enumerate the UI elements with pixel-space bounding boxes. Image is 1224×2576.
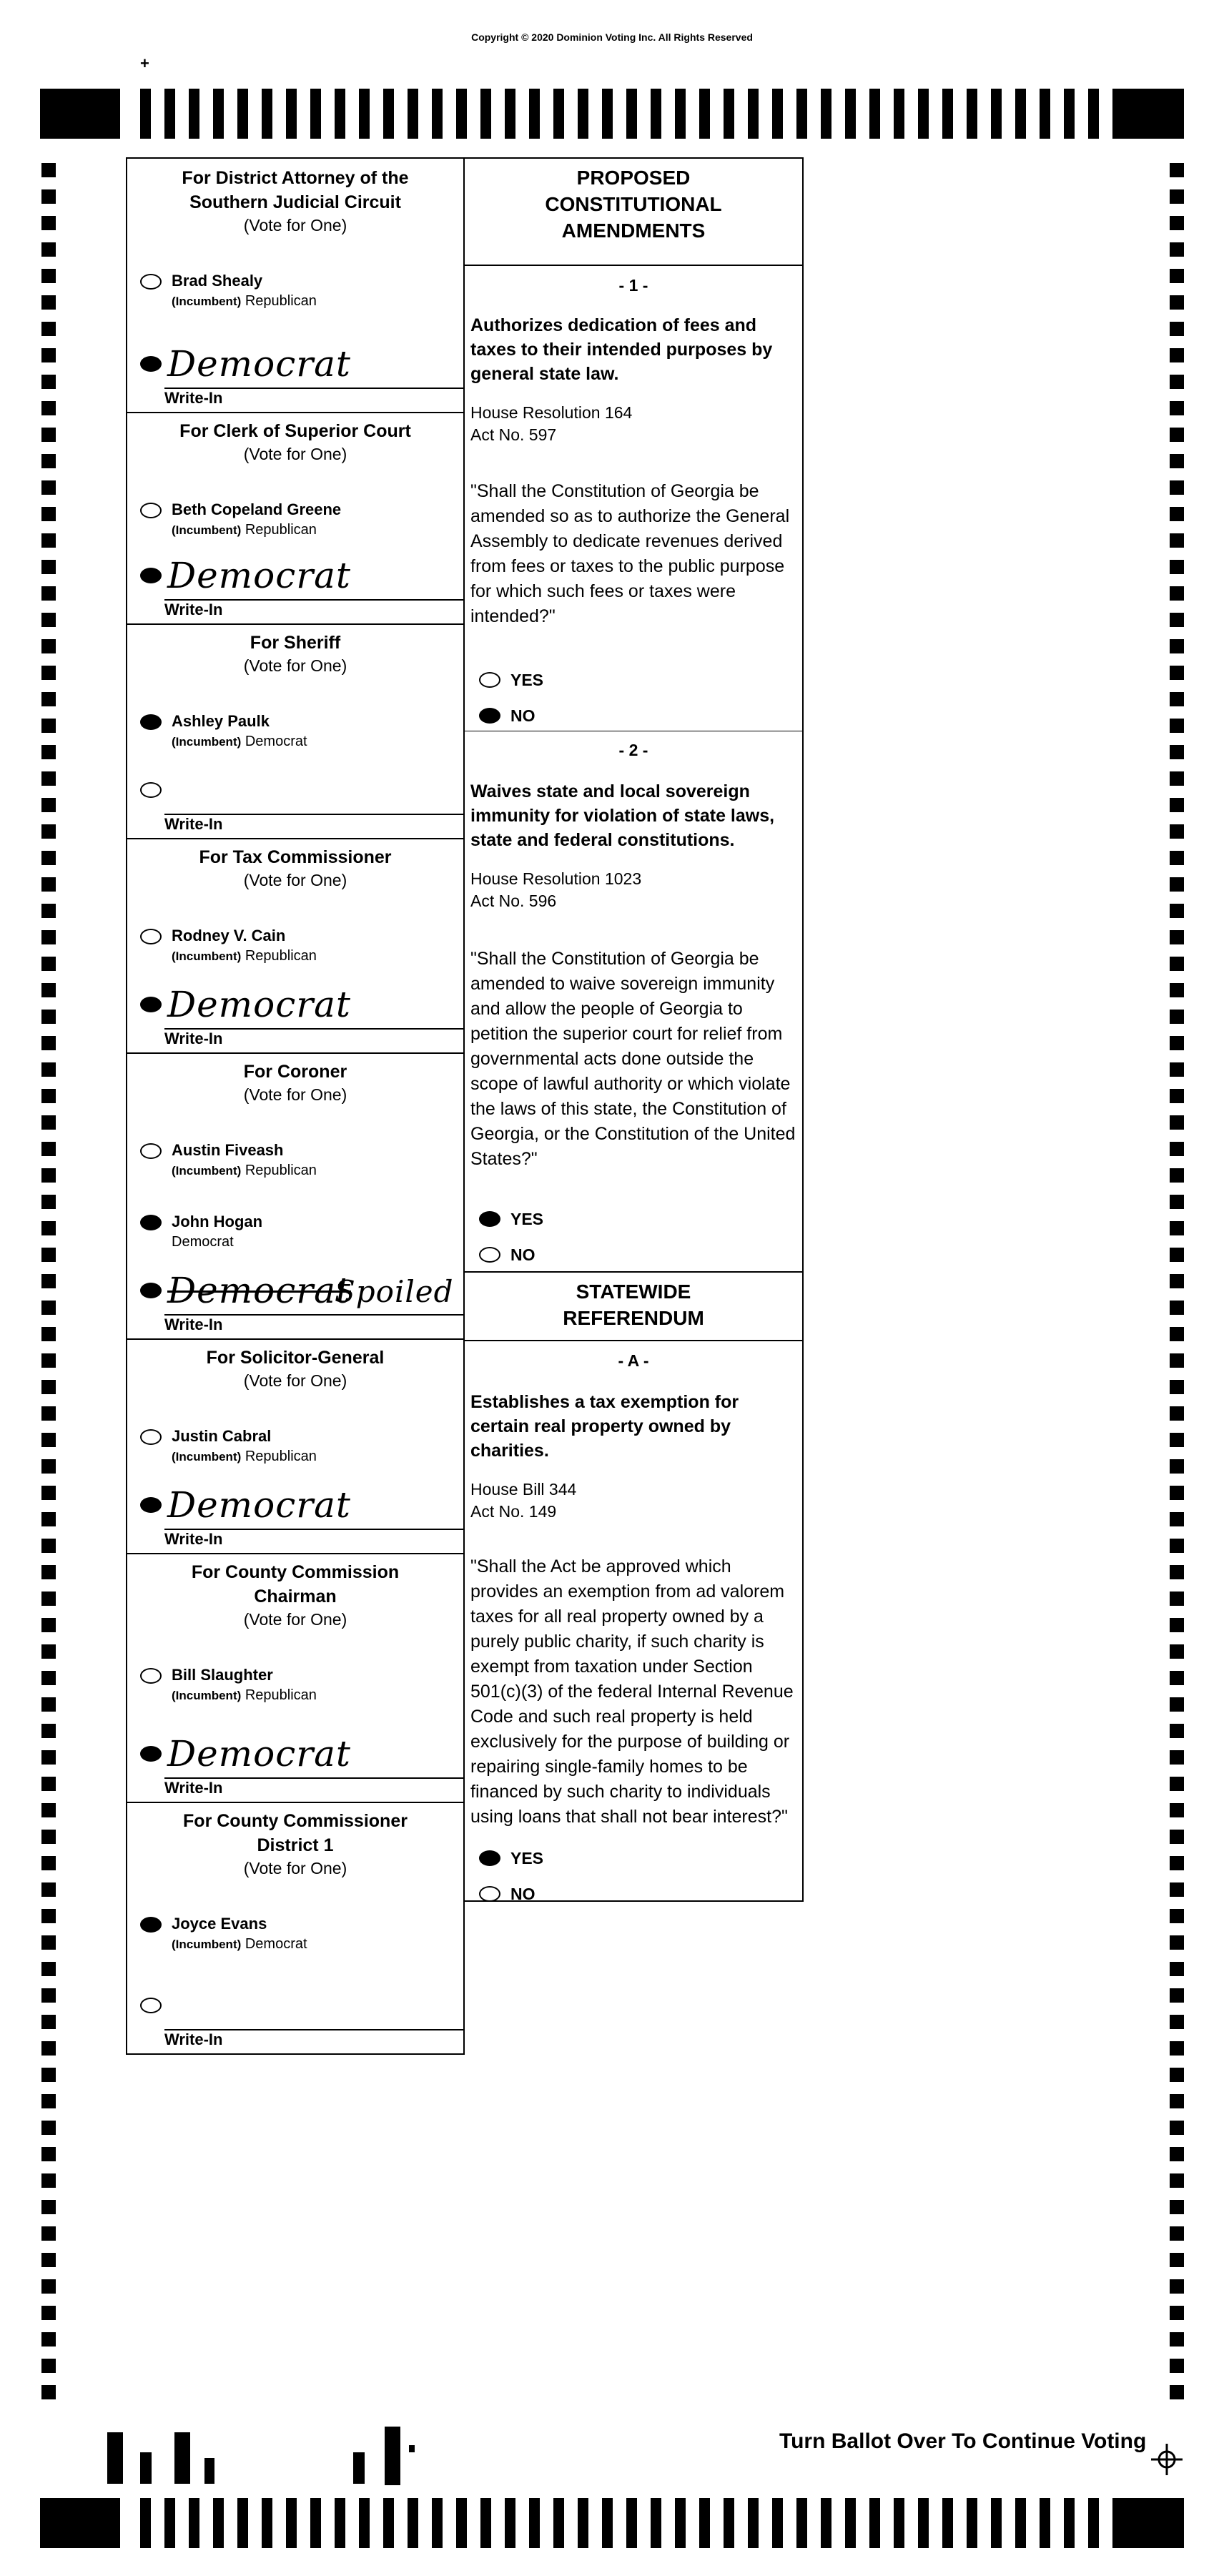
referendum-a-yes-label: YES xyxy=(510,1849,544,1867)
candidate-name: Beth Copeland Greene xyxy=(172,500,342,518)
candidate-name: Justin Cabral xyxy=(172,1427,272,1445)
amendment-2-no-oval[interactable] xyxy=(479,1247,500,1263)
referendum-a-yes-oval[interactable] xyxy=(479,1850,500,1866)
write-in-label: Write-In xyxy=(164,1779,223,1797)
vote-for-one: (Vote for One) xyxy=(243,1371,347,1390)
contest-title: For Solicitor-General xyxy=(206,1348,385,1368)
write-in-spoiled-note: Spoiled xyxy=(335,1274,454,1309)
contest-title: For District Attorney of the Southern Judicial Circuit xyxy=(182,168,409,212)
candidate-party: (Incumbent) Republican xyxy=(172,1687,317,1703)
write-in-oval[interactable] xyxy=(140,1283,162,1298)
write-in-handwriting: Democrat xyxy=(167,984,351,1025)
vote-for-one: (Vote for One) xyxy=(243,1859,347,1877)
amendment-2-no-label: NO xyxy=(510,1245,536,1264)
write-in-handwriting: Democrat xyxy=(167,555,351,596)
amendment-2-ref: House Resolution 1023 Act No. 596 xyxy=(470,869,642,910)
write-in-oval[interactable] xyxy=(140,1497,162,1513)
write-in-label: Write-In xyxy=(164,2030,223,2048)
contest-title: For Tax Commissioner xyxy=(199,847,392,867)
write-in-oval[interactable] xyxy=(140,782,162,798)
write-in-label: Write-In xyxy=(164,815,223,833)
candidate-party: (Incumbent) Republican xyxy=(172,293,317,309)
amendment-2-number: - 2 - xyxy=(618,741,648,759)
write-in-label: Write-In xyxy=(164,1316,223,1333)
write-in-handwriting: Democrat xyxy=(167,1270,351,1311)
amendment-1-no-oval[interactable] xyxy=(479,708,500,724)
amendment-1-yes-label: YES xyxy=(510,671,544,689)
write-in-handwriting: Democrat xyxy=(167,343,351,385)
amendment-1-yes-oval[interactable] xyxy=(479,672,500,688)
referendum-a-summary: Establishes a tax exemption for certain real property owned by charities. xyxy=(470,1392,739,1461)
amendment-2-question: "Shall the Constitution of Georgia be amended to waive sovereign immunity and allow the people of Georgia to petition the superior court for relief from governmental acts done outside the scope of lawful authority or which violate the laws of this state, the Constitution of Georgia, or the Constitution of the United States?" xyxy=(470,949,796,1169)
referendum-heading: STATEWIDE REFERENDUM xyxy=(563,1280,704,1329)
write-in-oval[interactable] xyxy=(140,1998,162,2013)
contest-title: For Clerk of Superior Court xyxy=(179,421,411,441)
crosshair-icon xyxy=(1151,2444,1183,2475)
candidate-oval[interactable] xyxy=(140,503,162,518)
referendum-a-no-oval[interactable] xyxy=(479,1886,500,1902)
copyright-notice: Copyright © 2020 Dominion Voting Inc. All Rights Reserved xyxy=(471,31,753,43)
candidate-name: Austin Fiveash xyxy=(172,1141,284,1159)
candidate-oval[interactable] xyxy=(140,274,162,290)
candidate-oval[interactable] xyxy=(140,714,162,730)
candidate-oval[interactable] xyxy=(140,1917,162,1933)
candidate-party: (Incumbent) Democrat xyxy=(172,1936,307,1952)
candidate-name: Brad Shealy xyxy=(172,272,263,290)
referendum-a-no-label: NO xyxy=(510,1885,536,1903)
top-timing-marks xyxy=(0,89,1224,139)
contest-title: For Sheriff xyxy=(250,633,341,653)
amendment-2-yes-oval[interactable] xyxy=(479,1211,500,1227)
registration-plus: + xyxy=(140,54,149,72)
bottom-timing-marks xyxy=(0,2498,1224,2548)
referendum-a-question: "Shall the Act be approved which provides an exemption from ad valorem taxes for all real property owned by a purely public charity, if such charity is exempt from taxation under Section 501(c)(3) of the federal Internal Revenue Code and such real property is held exclusively for the purpose of building or repairing single-family homes to be financed by such charity to individuals using loans that shall not bear interest?" xyxy=(470,1556,794,1827)
referendum-a-ref: House Bill 344 Act No. 149 xyxy=(470,1480,577,1521)
write-in-handwriting: Democrat xyxy=(167,1484,351,1526)
write-in-oval[interactable] xyxy=(140,997,162,1012)
amendment-1-number: - 1 - xyxy=(618,276,648,295)
candidate-name: Joyce Evans xyxy=(172,1915,267,1933)
candidate-party: Democrat xyxy=(172,1234,234,1250)
contest-column-left xyxy=(126,157,465,2055)
amendment-1-ref: House Resolution 164 Act No. 597 xyxy=(470,403,633,444)
write-in-oval[interactable] xyxy=(140,356,162,372)
candidate-party: (Incumbent) Republican xyxy=(172,1449,317,1464)
candidate-party: (Incumbent) Democrat xyxy=(172,734,307,749)
write-in-label: Write-In xyxy=(164,601,223,618)
candidate-party: (Incumbent) Republican xyxy=(172,948,317,964)
write-in-label: Write-In xyxy=(164,389,223,407)
write-in-handwriting: Democrat xyxy=(167,1733,351,1775)
vote-for-one: (Vote for One) xyxy=(243,1085,347,1104)
vote-for-one: (Vote for One) xyxy=(243,216,347,235)
turn-ballot-message: Turn Ballot Over To Continue Voting xyxy=(779,2429,1147,2453)
vote-for-one: (Vote for One) xyxy=(243,871,347,889)
candidate-name: Bill Slaughter xyxy=(172,1666,273,1684)
candidate-party: (Incumbent) Republican xyxy=(172,522,317,538)
candidate-oval[interactable] xyxy=(140,1668,162,1684)
write-in-oval[interactable] xyxy=(140,568,162,583)
candidate-name: Rodney V. Cain xyxy=(172,927,286,944)
write-in-oval[interactable] xyxy=(140,1746,162,1762)
amendment-1-question: "Shall the Constitution of Georgia be amended so as to authorize the General Assembly to dedicate revenues derived from fees or taxes to the public purpose for which such fees or taxes were intended?" xyxy=(470,481,790,626)
vote-for-one: (Vote for One) xyxy=(243,656,347,675)
contest-title: For Coroner xyxy=(243,1062,347,1082)
vote-for-one: (Vote for One) xyxy=(243,445,347,463)
vote-for-one: (Vote for One) xyxy=(243,1610,347,1629)
candidate-oval[interactable] xyxy=(140,929,162,944)
amendment-1-no-label: NO xyxy=(510,706,536,725)
candidate-name: John Hogan xyxy=(172,1213,263,1230)
amendment-2-summary: Waives state and local sovereign immunity for violation of state laws, state and federal constitutions. xyxy=(470,781,775,850)
amendment-1-summary: Authorizes dedication of fees and taxes to their intended purposes by general state law. xyxy=(470,315,773,384)
candidate-oval[interactable] xyxy=(140,1429,162,1445)
questions-column-right xyxy=(463,157,804,1902)
candidate-party: (Incumbent) Republican xyxy=(172,1163,317,1178)
candidate-name: Ashley Paulk xyxy=(172,712,270,730)
candidate-oval[interactable] xyxy=(140,1143,162,1159)
candidate-oval[interactable] xyxy=(140,1215,162,1230)
contest-title: For County Commissioner District 1 xyxy=(183,1811,408,1855)
amendment-2-yes-label: YES xyxy=(510,1210,544,1228)
amendments-heading: PROPOSED CONSTITUTIONAL AMENDMENTS xyxy=(545,167,722,242)
write-in-label: Write-In xyxy=(164,1530,223,1548)
referendum-a-number: - A - xyxy=(618,1351,649,1370)
write-in-label: Write-In xyxy=(164,1030,223,1047)
contest-title: For County Commission Chairman xyxy=(191,1562,400,1607)
